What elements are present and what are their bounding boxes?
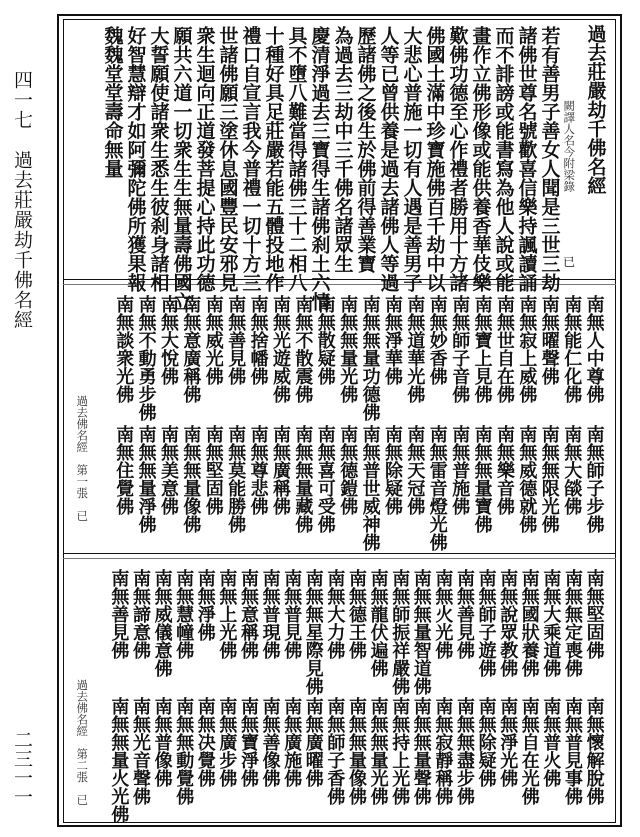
buddha-name: 南無持上光佛: [389, 697, 411, 805]
buddha-name: 南無意稱佛: [237, 569, 259, 659]
buddha-name: 南無無限光佛: [538, 425, 560, 533]
buddha-name: 南無無盡步佛: [453, 697, 475, 805]
buddha-name: 南無淨佛: [194, 569, 216, 641]
buddha-name: 南無國狀養佛: [518, 569, 540, 677]
buddha-name: 南無普見佛: [281, 569, 303, 659]
buddha-name: 南無無定喪佛: [561, 569, 583, 677]
text-column: 若有善男子善女人聞是三世三劫: [538, 26, 561, 292]
buddha-name: 南無上光佛: [216, 569, 238, 659]
text-column: 禮口自宣言我今普禮一切十方三: [239, 26, 262, 292]
buddha-name: 南無師子遊佛: [475, 569, 497, 677]
buddha-name: 南無决覺佛: [194, 697, 216, 787]
buddha-name: 南無龍伏遍佛: [367, 569, 389, 677]
page-marker: 已: [563, 255, 576, 269]
buddha-name: 南無普像佛: [151, 697, 173, 787]
text-column: 畫作立佛形像或能供養香華伎樂: [469, 26, 492, 292]
buddha-name: 南無天冠佛: [404, 425, 426, 515]
text-column: 衆生迴向正道發菩提心持此功德: [193, 26, 216, 292]
text-column: 十種好具足莊嚴若能五體投地作: [262, 26, 285, 292]
buddha-name: 南無無量淨佛: [135, 425, 157, 533]
buddha-name: 南無懷解脫佛: [583, 697, 605, 805]
text-column: 為過去三劫中三千佛名諸眾生: [331, 26, 354, 273]
text-column: 魏魏堂堂壽命無量: [101, 26, 124, 178]
buddha-name: 南無普見事佛: [561, 697, 583, 805]
buddha-name: 南無普施佛: [449, 425, 471, 515]
buddha-name: 南無雷音燈光佛: [426, 425, 448, 551]
buddha-name: 南無樂音佛: [493, 425, 515, 515]
text-column: 諸佛世尊名號歡喜信樂持諷讀誦: [515, 26, 538, 292]
buddha-name: 南無說眾教佛: [497, 569, 519, 677]
buddha-name: 南無散疑佛: [314, 295, 336, 385]
buddha-name: 南無寂上威佛: [516, 295, 538, 403]
side-note: 過去佛名經 第二張 已: [75, 679, 90, 806]
buddha-name: 南無無星際見佛: [302, 569, 324, 695]
buddha-name: 南無世自在佛: [493, 295, 515, 403]
buddha-name: 南無自在光佛: [518, 697, 540, 805]
buddha-name: 南無威光佛: [202, 295, 224, 385]
buddha-name: 南無除疑佛: [475, 697, 497, 787]
buddha-name: 南無無量聲佛: [410, 697, 432, 805]
text-column: 具不墮八難當得諸佛三十二相八: [285, 26, 308, 292]
buddha-name: 南無無量智道佛: [410, 569, 432, 695]
buddha-name: 南無普火佛: [540, 697, 562, 787]
buddha-name: 南無光音聲佛: [129, 697, 151, 805]
buddha-name: 南無廣曜佛: [302, 697, 324, 787]
buddha-name: 南無大力佛: [324, 569, 346, 659]
buddha-name: 南無淨華佛: [381, 295, 403, 385]
buddha-name: 南無善見佛: [453, 569, 475, 659]
buddha-name: 南無威德就佛: [516, 425, 538, 533]
margin-page-number: 二三一一: [11, 730, 33, 806]
buddha-name: 南無捨幡佛: [247, 295, 269, 385]
buddha-name: 南無不動勇步佛: [135, 295, 157, 421]
buddha-name: 南無威儀意佛: [151, 569, 173, 677]
buddha-name: 南無無量像佛: [345, 697, 367, 805]
buddha-name: 南無善見佛: [225, 295, 247, 385]
buddha-name: 南無善像佛: [259, 697, 281, 787]
buddha-name: 南無無量功德佛: [359, 295, 381, 421]
text-column: 歷諸佛之後生於佛前得善業寶: [354, 26, 377, 273]
text-column: 佛國土滿中珍寶施佛百千劫中以: [423, 26, 446, 292]
buddha-name: 南無寶上見佛: [471, 295, 493, 403]
buddha-name: 南無堅固佛: [202, 425, 224, 515]
buddha-name: 南無堅固佛: [583, 569, 605, 659]
buddha-name: 南無無量寶佛: [471, 425, 493, 533]
text-column: 而不誹謗或能書寫為他人說或能: [492, 26, 515, 292]
buddha-name: 南無廣步佛: [216, 697, 238, 787]
buddha-name: 南無寶淨佛: [237, 697, 259, 787]
buddha-name: 南無曜聲佛: [538, 295, 560, 385]
translator-note: 闕譯人名今附梁錄: [562, 100, 577, 192]
buddha-name: 南無除疑佛: [381, 425, 403, 515]
buddha-name: 南無廣施佛: [281, 697, 303, 787]
buddha-name: 南無喜可受佛: [314, 425, 336, 533]
text-column: 世諸佛願三塗休息國豐民安邪見: [216, 26, 239, 292]
buddha-name: 南無善見佛: [108, 569, 130, 659]
buddha-name: 南無無量光佛: [367, 697, 389, 805]
buddha-name: 南無莫能勝佛: [225, 425, 247, 533]
buddha-name: 南無無量光佛: [337, 295, 359, 403]
buddha-name: 南無廣稱佛: [269, 425, 291, 515]
buddha-name: 南無無量像佛: [180, 425, 202, 533]
buddha-name: 南無諦意佛: [129, 569, 151, 659]
text-column: 大誓願使諸衆生悉生彼刹身諸相: [147, 26, 170, 292]
buddha-name: 南無師子步佛: [583, 425, 605, 533]
panel-preface: [65, 20, 614, 311]
buddha-name: 南無不散震佛: [292, 295, 314, 403]
side-note: 過去佛名經 第一張 已: [75, 395, 90, 522]
buddha-name: 南無普世威神佛: [359, 425, 381, 551]
buddha-name: 南無妙香佛: [426, 295, 448, 385]
buddha-name: 南無普現佛: [259, 569, 281, 659]
buddha-name: 南無大燄佛: [561, 425, 583, 515]
buddha-name: 南無大乘道佛: [540, 569, 562, 677]
panel-buddha-names-1: [65, 287, 614, 549]
buddha-name: 南無能仁化佛: [561, 295, 583, 403]
panel-divider: [63, 553, 616, 554]
buddha-name: 南無無量火光佛: [108, 697, 130, 823]
buddha-name: 南無無動覺佛: [173, 697, 195, 805]
buddha-name: 南無師振祥嚴佛: [389, 569, 411, 695]
panel-divider: [63, 558, 616, 559]
buddha-name: 南無大悅佛: [157, 295, 179, 385]
text-column: 願共六道一切衆生生無量壽佛國立: [170, 26, 193, 311]
buddha-name: 南無道華光佛: [404, 295, 426, 403]
buddha-name: 南無寂靜稱佛: [432, 697, 454, 805]
buddha-name: 南無住覺佛: [113, 425, 135, 515]
sutra-title: 過去莊嚴劫千佛名經: [584, 24, 607, 195]
buddha-name: 南無德鎧佛: [337, 425, 359, 515]
buddha-name: 南無談衆光佛: [113, 295, 135, 403]
buddha-name: 南無慧幢佛: [173, 569, 195, 659]
buddha-name: 南無人中尊佛: [583, 295, 605, 403]
buddha-name: 南無師子香佛: [324, 697, 346, 805]
text-column: 大悲心普施一切有人遇是善男子: [400, 26, 423, 292]
text-column: 好智慧辯才如阿彌陀佛所獲果報: [124, 26, 147, 292]
panel-buddha-names-2: [65, 561, 614, 823]
text-column: 歎佛功德至心作禮者勝用十方諸: [446, 26, 469, 292]
buddha-name: 南無無量藏佛: [292, 425, 314, 533]
text-column: 人等已曾供養是過去諸佛人等過: [377, 26, 400, 292]
text-column: 慶清淨過去三寶得生諸佛刹土六情: [308, 26, 331, 311]
buddha-name: 南無德王佛: [345, 569, 367, 659]
buddha-name: 南無意廣稱佛: [180, 295, 202, 403]
buddha-name: 南無尊悲佛: [247, 425, 269, 515]
margin-title: 四一七 過去莊嚴劫千佛名經: [11, 70, 33, 330]
buddha-name: 南無火光佛: [432, 569, 454, 659]
buddha-name: 南無師子音佛: [449, 295, 471, 403]
buddha-name: 南無光遊威佛: [269, 295, 291, 403]
buddha-name: 南無淨光佛: [497, 697, 519, 787]
buddha-name: 南無美意佛: [157, 425, 179, 515]
